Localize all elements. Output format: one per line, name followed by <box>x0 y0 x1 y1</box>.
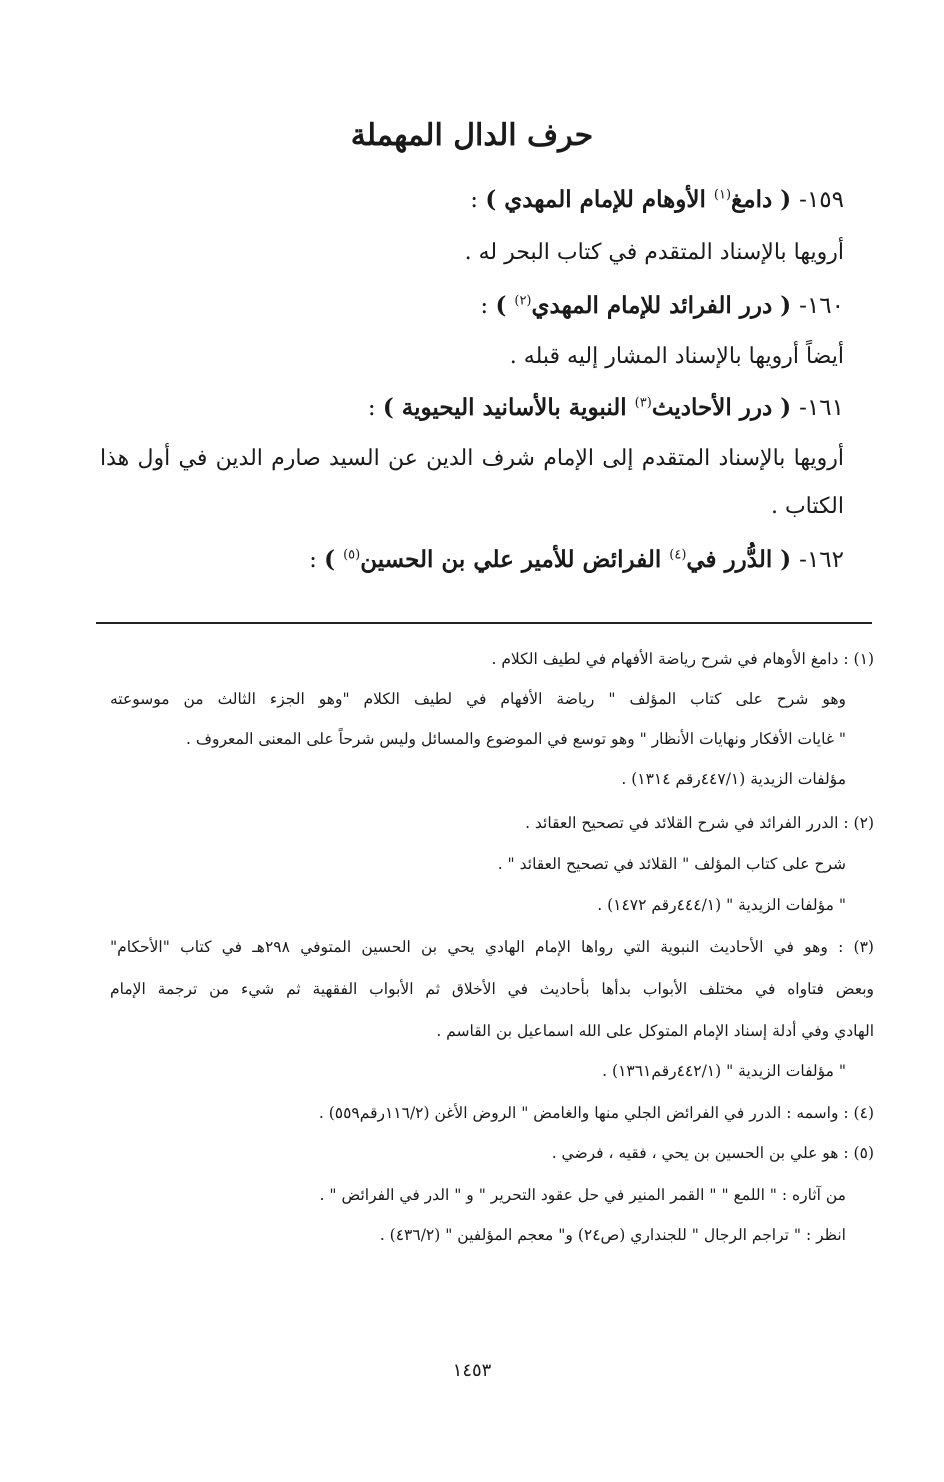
footnote-1-line-2: وهو شرح على كتاب المؤلف " رياضة الأفهام في لطيف الكلام "وهو الجزء الثالث من موسوعته <box>110 690 846 708</box>
entry-colon: : <box>470 187 486 213</box>
footnote-mark: (٢) <box>853 814 874 832</box>
entry-title-part: ( درر الأحاديث <box>651 394 792 421</box>
entry-number: ١٥٩- <box>799 187 844 213</box>
footnote-5-line-1 <box>552 1144 874 1162</box>
footnote-2-line-3: " مؤلفات الزيدية " (٤٤٤/١رقم ١٤٧٢) . <box>597 896 846 914</box>
entry-colon: : <box>367 395 383 421</box>
entry-title-part: ) <box>324 546 344 573</box>
entry-title-part: الأوهام للإمام المهدي ) <box>485 186 714 213</box>
footnote-mark: (٣) <box>853 938 874 956</box>
entry-colon: : <box>309 547 325 573</box>
entry-160-title <box>480 292 844 319</box>
footnote-3-line-4: " مؤلفات الزيدية " (٤٤٢/١رقم١٣٦١) . <box>602 1062 846 1080</box>
entry-title-part: ( الدُّرر في <box>686 546 792 573</box>
footnote-2-line-1 <box>525 814 874 832</box>
footnote-2-line-2: شرح على كتاب المؤلف " القلائد في تصحيح العقائد " . <box>497 855 846 873</box>
footnote-ref: (٥) <box>343 547 361 563</box>
entry-161-body-line-1: أرويها بالإسناد المتقدم إلى الإمام شرف الدين عن السيد صارم الدين في أول هذا <box>100 446 844 471</box>
entry-160-body: أيضاً أرويها بالإسناد المشار إليه قبله . <box>509 344 844 369</box>
footnote-5-line-3: انظر : " تراجم الرجال " للجنداري (ص٢٤) و" معجم المؤلفين " (٤٣٦/٢) . <box>379 1226 846 1244</box>
entry-title-part: ) <box>495 292 515 319</box>
footnote-3-line-3: الهادي وفي أدلة إسناد الإمام المتوكل على الله اسماعيل بن القاسم . <box>436 1022 874 1040</box>
entry-title-part: ( دامغ <box>731 186 792 213</box>
footnote-1-line-1 <box>491 650 874 668</box>
footnote-1-line-3: " غايات الأفكار ونهايات الأنظار " وهو توسع في الموضوع والمسائل وليس شرحاً على المعنى المعروف . <box>186 730 846 748</box>
chapter-heading: حرف الدال المهملة <box>350 118 594 153</box>
footnote-4-line-1 <box>319 1104 874 1122</box>
footnote-text: : الدرر الفرائد في شرح القلائد في تصحيح العقائد . <box>525 814 849 832</box>
footnote-5-line-2: من آثاره : " اللمع " " القمر المنير في حل عقود التحرير " و " الدر في الفرائض " . <box>319 1186 846 1204</box>
entry-title-part: النبوية بالأسانيد اليحيوية ) <box>382 394 635 421</box>
footnote-ref: (٢) <box>514 293 532 309</box>
footnote-ref: (١) <box>713 187 732 203</box>
footnote-text: : وهو في الأحاديث النبوية التي رواها الإمام الهادي يحي بن الحسين المتوفي ٢٩٨هـ في كتاب "الأحكام" <box>110 938 844 956</box>
footnote-ref: (٣) <box>634 395 652 411</box>
footnote-3-line-1 <box>110 938 874 956</box>
page-number: ١٤٥٣ <box>452 1360 492 1381</box>
entry-161-body-line-2: الكتاب . <box>770 494 844 519</box>
entry-161-title <box>368 394 844 421</box>
entry-159-title <box>470 186 844 213</box>
footnote-mark: (٤) <box>853 1104 874 1122</box>
footnote-text: : دامغ الأوهام في شرح رياضة الأفهام في لطيف الكلام . <box>491 650 849 668</box>
entry-colon: : <box>480 293 496 319</box>
footnote-mark: (٥) <box>853 1144 874 1162</box>
footnote-1-line-4: مؤلفات الزيدية (٤٤٧/١رقم ١٣١٤) . <box>621 770 846 788</box>
entry-title-part: ( درر الفرائد للإمام المهدي <box>531 292 792 319</box>
entry-title-part: الفرائض للأمير علي بن الحسين <box>360 546 670 573</box>
entry-number: ١٦١- <box>799 395 844 421</box>
footnote-divider <box>96 622 872 624</box>
entry-number: ١٦٢- <box>799 547 844 573</box>
footnote-ref: (٤) <box>669 547 687 563</box>
entry-162-title <box>309 546 844 573</box>
entry-159-body: أرويها بالإسناد المتقدم في كتاب البحر له . <box>464 240 844 265</box>
footnote-text: : واسمه : الدرر في الفرائض الجلي منها والغامض " الروض الأغن (١١٦/٢رقم٥٥٩) . <box>318 1104 849 1122</box>
footnote-mark: (١) <box>853 650 874 668</box>
entry-number: ١٦٠- <box>799 293 844 319</box>
footnote-3-line-2: وبعض فتاواه في مختلف الأبواب بدأها بأحاديث في الأخلاق ثم الأبواب الفقهية ثم شيء من ترجمة الإمام <box>110 980 874 998</box>
footnote-text: : هو علي بن الحسين بن يحي ، فقيه ، فرضي . <box>551 1144 849 1162</box>
